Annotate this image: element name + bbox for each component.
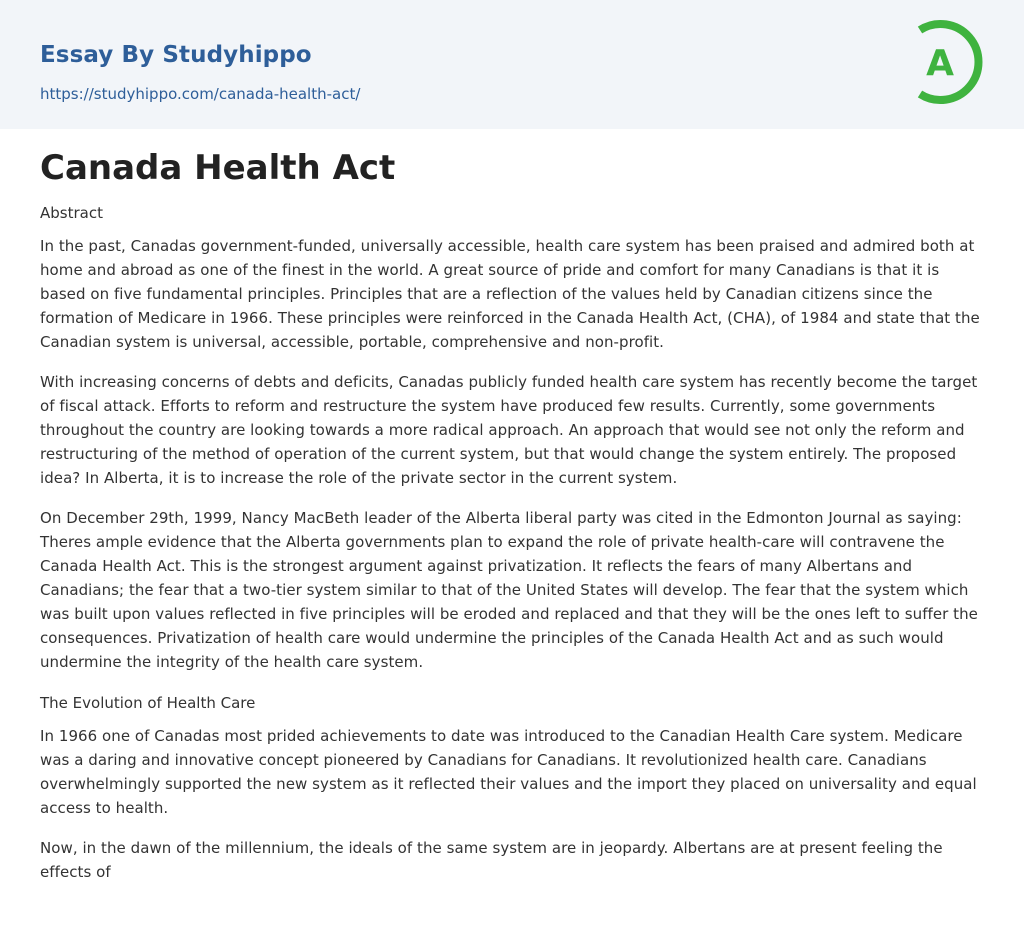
- studyhippo-logo-icon[interactable]: [912, 18, 986, 106]
- section-heading-evolution: The Evolution of Health Care: [40, 694, 256, 712]
- paragraph: In the past, Canadas government-funded, universally accessible, health care system has been praised and admired both at home and abroad as one of the finest in the world. A great source of pride and comfort for many Canadians is that it is based on five fundamental principles. Principles that are a reflection of the values held by Canadian citizens since the formation of Medicare in 1966. These principles were reinforced in the Canada Health Act, (CHA), of 1984 and state that the Canadian system is universal, accessible, portable, comprehensive and non-profit.: [40, 237, 980, 351]
- logo-letter: A: [926, 43, 954, 84]
- paragraph: In 1966 one of Canadas most prided achievements to date was introduced to the Canadian Health Care system. Medicare was a daring and innovative concept pioneered by Canadians for Canadians. It revolutionized health care. Canadians overwhelmingly supported the new system as it reflected their values and the import they placed on universality and equal access to health.: [40, 727, 977, 817]
- abstract-label: Abstract: [40, 204, 103, 222]
- essay-url-link[interactable]: https://studyhippo.com/canada-health-act/: [40, 85, 361, 103]
- paragraph: On December 29th, 1999, Nancy MacBeth leader of the Alberta liberal party was cited in the Edmonton Journal as saying: Theres ample evidence that the Alberta governments plan to expand the role of private health-care will contravene the Canada Health Act. This is the strongest argument against privatization. It reflects the fears of many Albertans and Canadians; the fear that a two-tier system similar to that of the United States will develop. The fear that the system which was built upon values reflected in five principles will be eroded and replaced and that they will be the ones left to suffer the consequences. Privatization of health care would undermine the principles of the Canada Health Act and as such would undermine the integrity of the health care system.: [40, 509, 978, 671]
- site-header: [0, 0, 1024, 129]
- paragraph: Now, in the dawn of the millennium, the ideals of the same system are in jeopardy. Albertans are at present feeling the effects of: [40, 839, 943, 881]
- article: [40, 146, 984, 900]
- page-title: Canada Health Act: [40, 148, 396, 188]
- brand-title[interactable]: Essay By Studyhippo: [40, 42, 312, 68]
- paragraph: With increasing concerns of debts and deficits, Canadas publicly funded health care system has recently become the target of fiscal attack. Efforts to reform and restructure the system have produced few results. Currently, some governments throughout the country are looking towards a more radical approach. An approach that would see not only the reform and restructuring of the method of operation of the current system, but that would change the system entirely. The proposed idea? In Alberta, it is to increase the role of the private sector in the current system.: [40, 373, 978, 487]
